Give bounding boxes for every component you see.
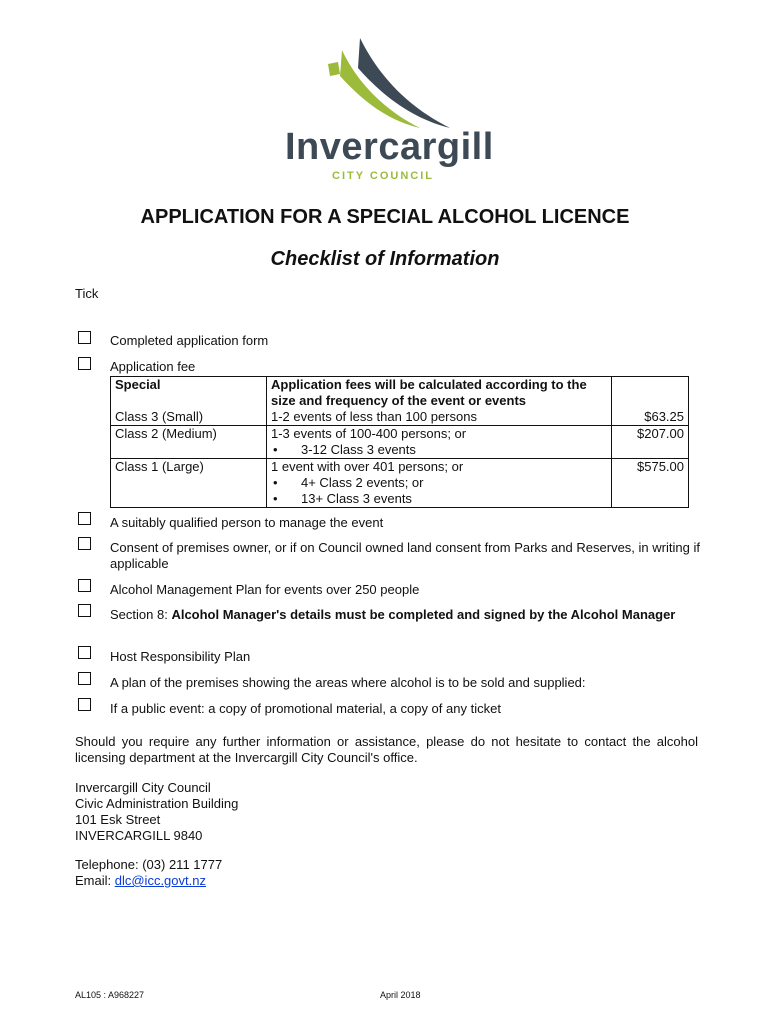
table-row xyxy=(111,409,689,426)
enquiry-text: Should you require any further information or assistance, please do not hesitate to contact the alcohol licensing department at the Invercargill City Council's office. xyxy=(75,734,698,765)
header-description: Application fees will be calculated according to the size and frequency of the event or events xyxy=(267,377,612,410)
logo-name: Invercargill xyxy=(285,126,494,168)
address-block xyxy=(75,780,238,844)
row-class: Class 2 (Medium) xyxy=(111,426,267,459)
logo-tagline: CITY COUNCIL xyxy=(332,170,435,182)
email-line: Email: dlc@icc.govt.nz xyxy=(75,873,206,888)
checkbox-application-fee[interactable] xyxy=(78,357,91,370)
item-section-8: Section 8: Alcohol Manager's details must be completed and signed by the Alcohol Manager xyxy=(110,607,676,622)
footer-reference: AL105 : A968227 xyxy=(75,990,145,1000)
list-item: • 4+ Class 2 events; or xyxy=(273,475,424,490)
item-owner-consent: Consent of premises owner, or if on Council owned land consent from Parks and Reserves, in writing if applicable xyxy=(110,540,700,571)
checkbox-management-plan[interactable] xyxy=(78,579,91,592)
checkbox-owner-consent[interactable] xyxy=(78,537,91,550)
list-item: • 13+ Class 3 events xyxy=(273,491,412,506)
address-line: Invercargill City Council xyxy=(75,780,211,795)
contact-block xyxy=(75,857,222,889)
table-row xyxy=(111,377,689,410)
item-qualified-manager: A suitably qualified person to manage the event xyxy=(110,515,384,530)
row-fee: $63.25 xyxy=(612,409,689,426)
row-description: 1-3 events of 100-400 persons; or • 3-12 Class 3 events xyxy=(267,426,612,459)
checkbox-application-form[interactable] xyxy=(78,331,91,344)
row-class: Class 1 (Large) xyxy=(111,459,267,508)
footer-date: April 2018 xyxy=(380,990,421,1000)
page-title: APPLICATION FOR A SPECIAL ALCOHOL LICENCE xyxy=(140,206,630,228)
item-public-event: If a public event: a copy of promotional material, a copy of any ticket xyxy=(110,701,501,716)
checkbox-qualified-manager[interactable] xyxy=(78,512,91,525)
checkbox-premises-plan[interactable] xyxy=(78,672,91,685)
row-fee: $207.00 xyxy=(612,426,689,459)
table-row xyxy=(111,426,689,459)
address-line: 101 Esk Street xyxy=(75,812,161,827)
row-class: Class 3 (Small) xyxy=(111,409,267,426)
item-management-plan: Alcohol Management Plan for events over 250 people xyxy=(110,582,420,597)
email-link[interactable]: dlc@icc.govt.nz xyxy=(114,873,206,888)
item-premises-plan: A plan of the premises showing the areas where alcohol is to be sold and supplied: xyxy=(110,675,586,690)
checkbox-section-8[interactable] xyxy=(78,604,91,617)
telephone: Telephone: (03) 211 1777 xyxy=(75,857,223,872)
council-logo xyxy=(280,28,500,193)
item-application-fee: Application fee xyxy=(110,359,196,374)
table-row xyxy=(111,459,689,508)
fee-table xyxy=(110,376,689,508)
checkbox-public-event[interactable] xyxy=(78,698,91,711)
row-description: 1 event with over 401 persons; or • 4+ Class 2 events; or • 13+ Class 3 events xyxy=(267,459,612,508)
page-subtitle: Checklist of Information xyxy=(270,248,500,270)
header-special: Special xyxy=(111,377,267,410)
row-description: 1-2 events of less than 100 persons xyxy=(267,409,612,426)
item-host-responsibility: Host Responsibility Plan xyxy=(110,649,251,664)
checkbox-host-responsibility[interactable] xyxy=(78,646,91,659)
row-fee: $575.00 xyxy=(612,459,689,508)
tick-label: Tick xyxy=(75,286,99,301)
address-line: Civic Administration Building xyxy=(75,796,239,811)
list-item: • 3-12 Class 3 events xyxy=(273,442,416,457)
item-application-form: Completed application form xyxy=(110,333,269,348)
address-line: INVERCARGILL 9840 xyxy=(75,828,203,843)
